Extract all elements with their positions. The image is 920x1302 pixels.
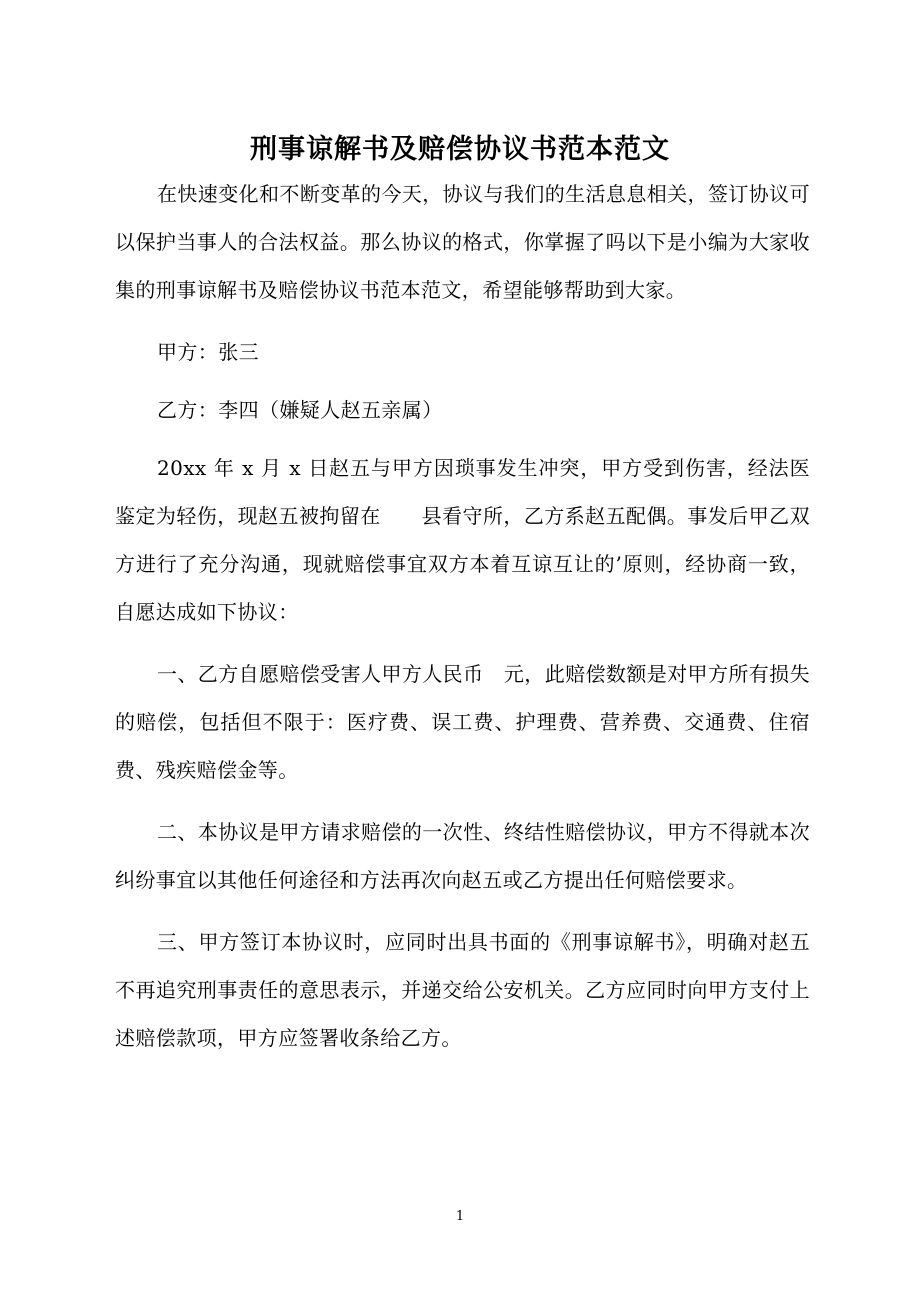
incident-paragraph: 20xx 年 x 月 x 日赵五与甲方因琐事发生冲突，甲方受到伤害，经法医鉴定为轻伤，现赵五被拘留在 县看守所，乙方系赵五配偶。事发后甲乙双方进行了充分沟通，现就赔偿事宜双方本着互谅互让的’原则，经协商一致，自愿达成如下协议： <box>115 456 810 624</box>
party-b-line: 乙方：李四（嫌疑人赵五亲属） <box>157 398 443 422</box>
clause-one-paragraph: 一、乙方自愿赔偿受害人甲方人民币 元，此赔偿数额是对甲方所有损失的赔偿，包括但不限于：医疗费、误工费、护理费、营养费、交通费、住宿费、残疾赔偿金等。 <box>115 662 810 782</box>
intro-paragraph: 在快速变化和不断变革的今天，协议与我们的生活息息相关，签订协议可以保护当事人的合法权益。那么协议的格式，你掌握了吗以下是小编为大家收集的刑事谅解书及赔偿协议书范本范文，希望能够帮助到大家。 <box>115 182 810 302</box>
document-body <box>115 170 810 1076</box>
clause-two-paragraph: 二、本协议是甲方请求赔偿的一次性、终结性赔偿协议，甲方不得就本次纠纷事宜以其他任何途径和方法再次向赵五或乙方提出任何赔偿要求。 <box>115 820 810 892</box>
page-number: 1 <box>455 1209 465 1224</box>
document-title: 刑事谅解书及赔偿协议书范本范文 <box>250 134 670 166</box>
clause-three-paragraph: 三、甲方签订本协议时，应同时出具书面的《刑事谅解书》，明确对赵五不再追究刑事责任的意思表示，并递交给公安机关。乙方应同时向甲方支付上述赔偿款项，甲方应签署收条给乙方。 <box>115 930 810 1050</box>
party-a-line: 甲方：张三 <box>157 340 259 364</box>
